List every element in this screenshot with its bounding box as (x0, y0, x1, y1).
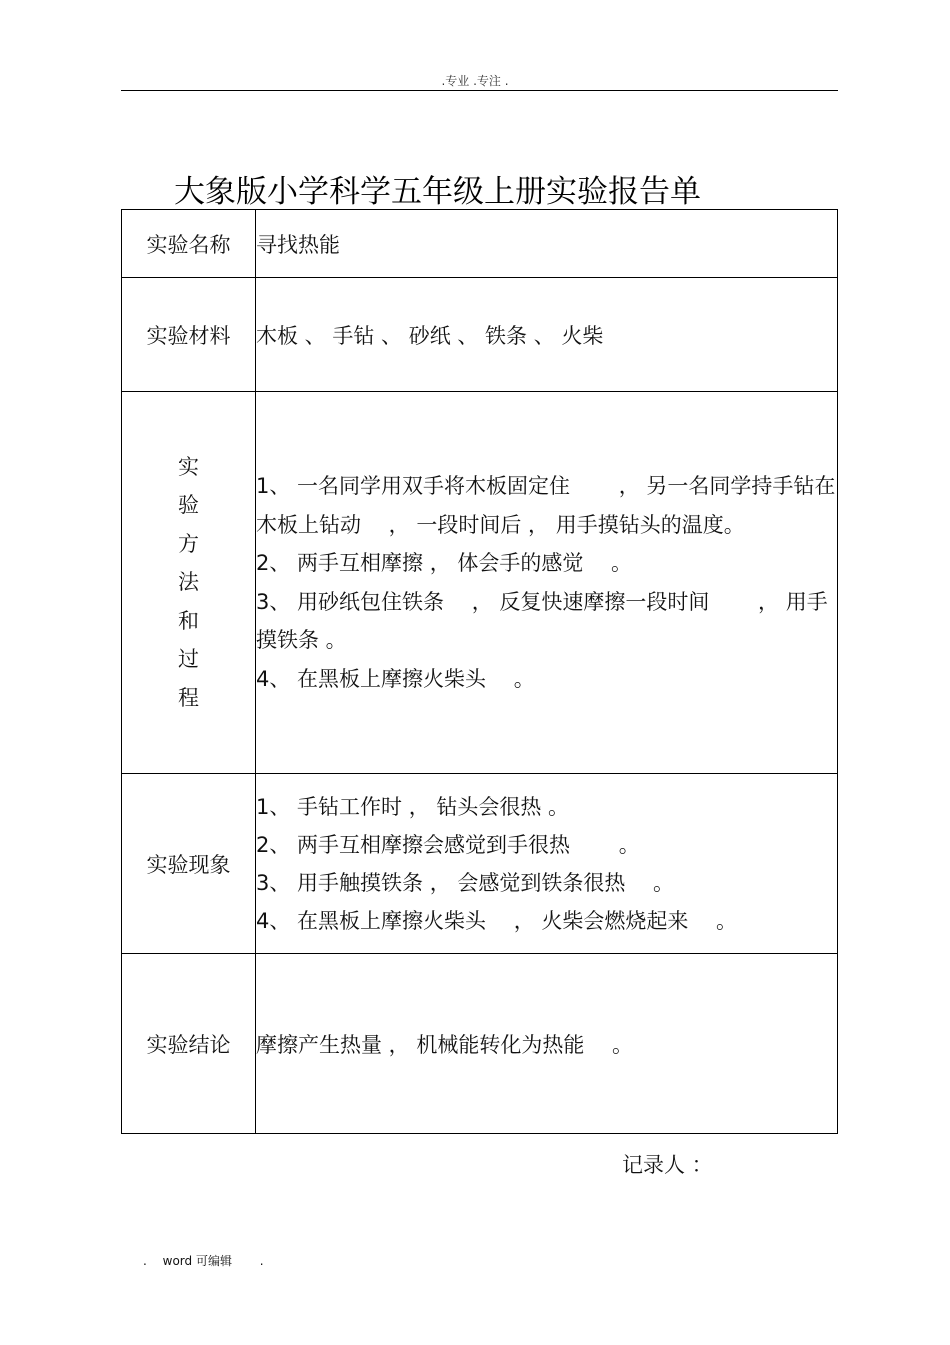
phenomenon-item: 4、 在黑板上摩擦火柴头 ， 火柴会燃烧起来 。 (256, 908, 738, 933)
method-step: 1、 一名同学用双手将木板固定住 ， 另一名同学持手钻在木板上钻动 ， 一段时间后 ， 用手摸钻头的温度。 (256, 474, 836, 537)
label-experiment-name: 实验名称 (122, 210, 256, 278)
value-experiment-name: 寻找热能 (256, 210, 838, 278)
method-label-char: 过 (178, 647, 199, 672)
method-label-char: 和 (178, 608, 199, 633)
method-step: 2、 两手互相摩擦 ， 体会手的感觉 。 (256, 551, 633, 575)
document-title: 大象版小学科学五年级上册实验报告单 (174, 174, 701, 210)
method-label-char: 程 (178, 685, 199, 710)
header-divider (121, 90, 838, 91)
row-experiment-name (122, 210, 838, 278)
method-step: 3、 用砂纸包住铁条 ， 反复快速摩擦一段时间 ， 用手摸铁条 。 (256, 589, 828, 652)
method-label-char: 验 (178, 493, 199, 518)
page-header: .专业 .专注 . (441, 74, 509, 88)
recorder-label: 记录人 ： (622, 1153, 713, 1177)
label-experiment-method (122, 392, 256, 774)
value-experiment-materials: 木板 、 手钻 、 砂纸 、 铁条 、 火柴 (256, 278, 838, 392)
page-footer: . word 可编辑 . (143, 1254, 264, 1268)
method-label-char: 实 (178, 454, 199, 479)
value-experiment-method (256, 392, 838, 774)
method-step: 4、 在黑板上摩擦火柴头 。 (256, 666, 535, 691)
method-label-char: 方 (178, 531, 199, 556)
phenomenon-item: 2、 两手互相摩擦会感觉到手很热 。 (256, 832, 640, 857)
method-label-char: 法 (178, 570, 199, 595)
report-table (121, 209, 838, 1134)
row-experiment-method (122, 392, 838, 774)
label-experiment-materials: 实验材料 (122, 278, 256, 392)
phenomenon-item: 3、 用手触摸铁条 ， 会感觉到铁条很热 。 (256, 870, 675, 895)
row-experiment-materials (122, 278, 838, 392)
row-experiment-phenomenon (122, 774, 838, 954)
value-experiment-phenomenon (256, 774, 838, 954)
label-experiment-conclusion: 实验结论 (122, 954, 256, 1134)
phenomenon-item: 1、 手钻工作时 ， 钻头会很热 。 (256, 794, 570, 819)
label-experiment-phenomenon: 实验现象 (122, 774, 256, 954)
value-experiment-conclusion: 摩擦产生热量 ， 机械能转化为热能 。 (256, 954, 838, 1134)
row-experiment-conclusion (122, 954, 838, 1134)
